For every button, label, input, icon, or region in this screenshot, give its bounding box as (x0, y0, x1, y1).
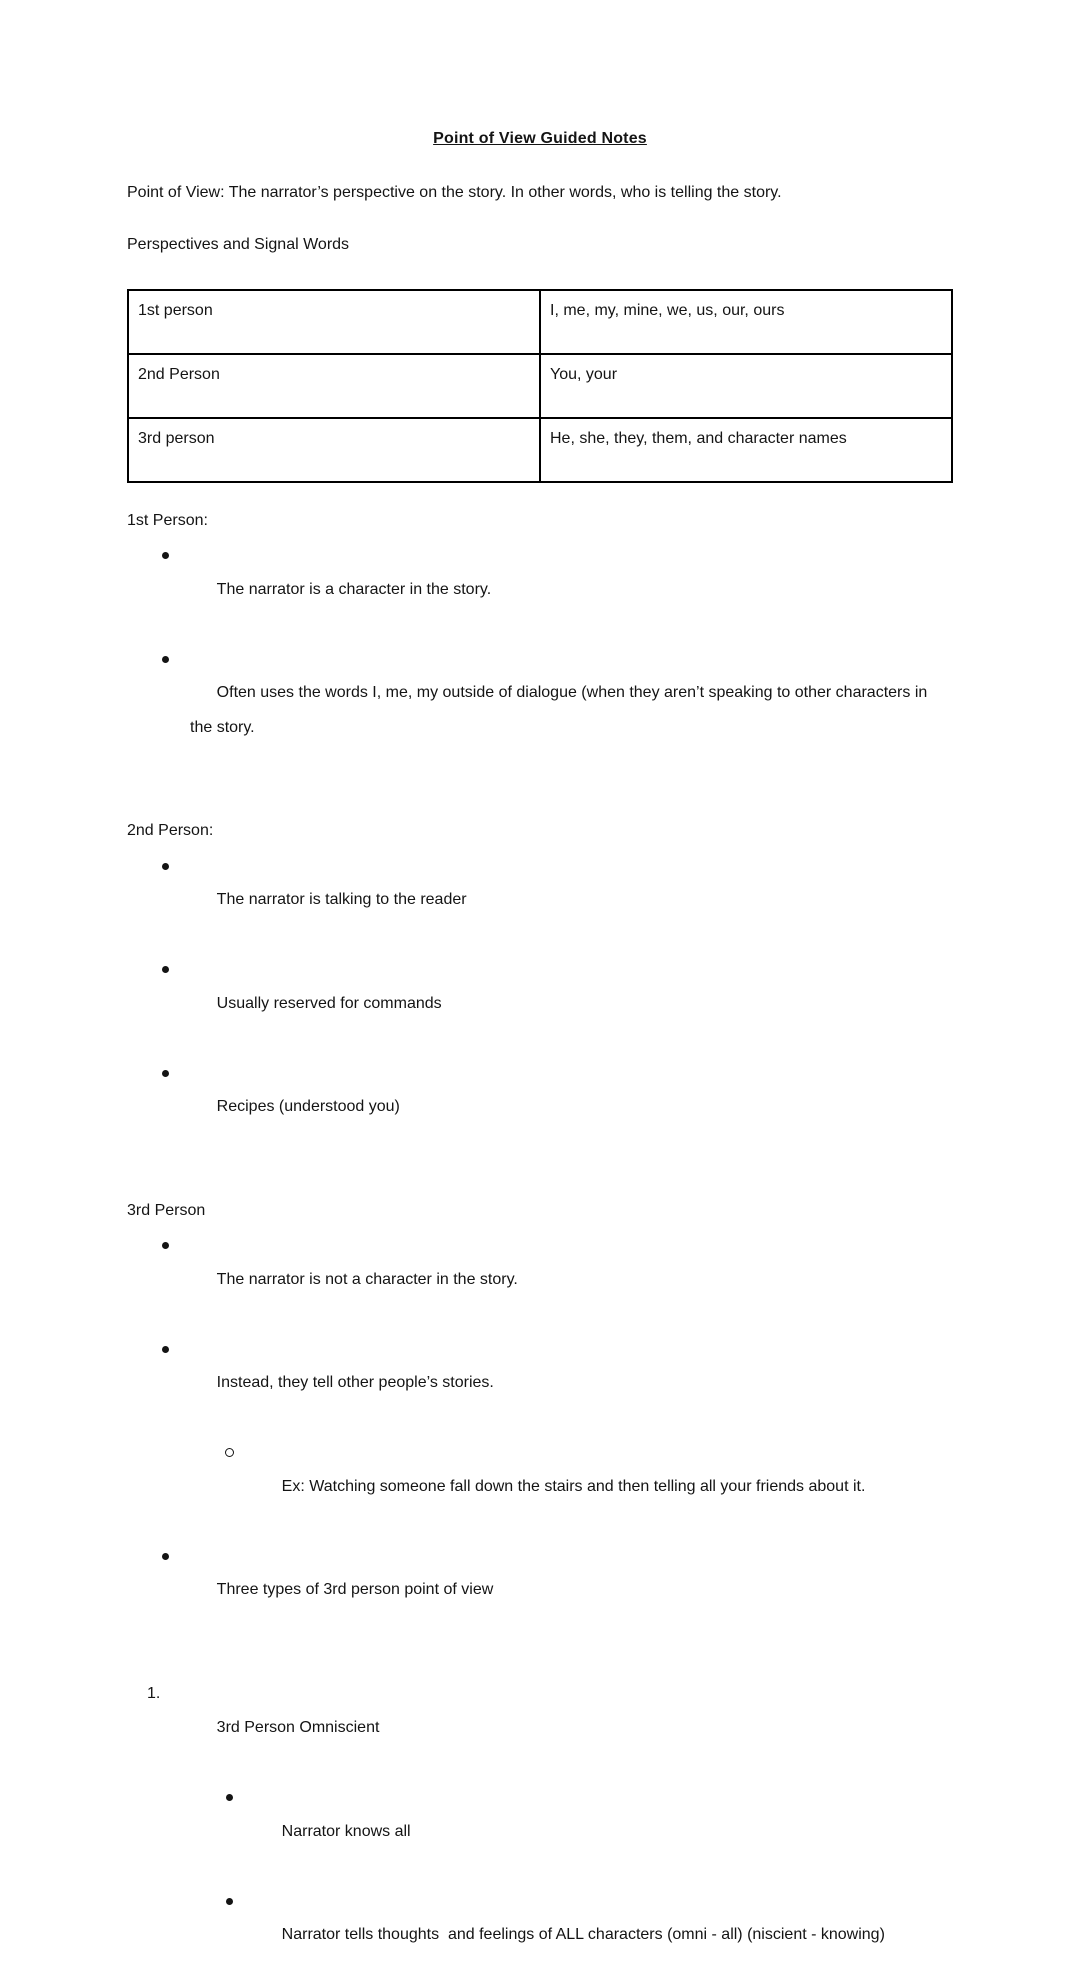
list-number: 1. (147, 1677, 160, 1712)
list-item (127, 849, 953, 953)
list-item (127, 538, 953, 642)
bullet-icon (226, 1898, 233, 1905)
list-item (127, 1539, 953, 1643)
list-item-text: The narrator is a character in the story. (217, 581, 491, 598)
section-omniscient (127, 1677, 953, 1987)
sub-list-item (127, 1884, 953, 1987)
section-heading: 1st Person: (127, 504, 953, 539)
bullet-icon (162, 863, 169, 870)
list-item-text: The narrator is talking to the reader (217, 891, 467, 908)
perspectives-table (127, 289, 953, 483)
bullet-icon (162, 966, 169, 973)
section-heading: 3rd Person (127, 1194, 953, 1229)
document-title: Point of View Guided Notes (127, 122, 953, 157)
list-item-text: 3rd Person Omniscient (217, 1719, 380, 1736)
list-item (127, 642, 953, 780)
section-first-person (127, 504, 953, 780)
perspective-cell: 3rd person (128, 418, 540, 482)
section-third-person (127, 1194, 953, 1643)
list-item-text: The narrator is not a character in the story. (217, 1271, 518, 1288)
list-item-text: Often uses the words I, me, my outside of dialogue (when they aren’t speaking to other characters in the story. (190, 684, 932, 736)
list-item-text: Three types of 3rd person point of view (217, 1581, 494, 1598)
sub-list-item (127, 1780, 953, 1884)
numbered-list-item (127, 1677, 953, 1781)
bullet-icon (162, 1070, 169, 1077)
signal-words-cell: You, your (540, 354, 952, 418)
signal-words-cell: I, me, my, mine, we, us, our, ours (540, 290, 952, 354)
signal-words-cell: He, she, they, them, and character names (540, 418, 952, 482)
bullet-icon (162, 656, 169, 663)
list-item (127, 1228, 953, 1332)
section-second-person (127, 814, 953, 1159)
table-row (128, 290, 952, 354)
table-row (128, 418, 952, 482)
list-item-text: Recipes (understood you) (217, 1098, 400, 1115)
list-item (127, 1056, 953, 1160)
bullet-icon (162, 1242, 169, 1249)
bullet-icon (162, 1346, 169, 1353)
intro-paragraph: Point of View: The narrator’s perspective on the story. In other words, who is telling the story. (127, 176, 953, 211)
hollow-bullet-icon (225, 1448, 234, 1457)
perspective-cell: 1st person (128, 290, 540, 354)
sub-list-item (127, 1435, 953, 1539)
list-item-text: Instead, they tell other people’s stories. (217, 1374, 494, 1391)
table-row (128, 354, 952, 418)
table-caption: Perspectives and Signal Words (127, 228, 953, 263)
bullet-icon (162, 1553, 169, 1560)
list-item-text: Narrator knows all (282, 1823, 411, 1840)
bullet-icon (226, 1794, 233, 1801)
list-item (127, 952, 953, 1056)
list-item-text: Ex: Watching someone fall down the stairs and then telling all your friends about it. (282, 1478, 866, 1495)
perspective-cell: 2nd Person (128, 354, 540, 418)
list-item-text: Usually reserved for commands (217, 995, 442, 1012)
section-heading: 2nd Person: (127, 814, 953, 849)
list-item-text: Narrator tells thoughts and feelings of ALL characters (omni - all) (niscient - knowing) (282, 1926, 885, 1943)
list-item (127, 1332, 953, 1436)
bullet-icon (162, 552, 169, 559)
